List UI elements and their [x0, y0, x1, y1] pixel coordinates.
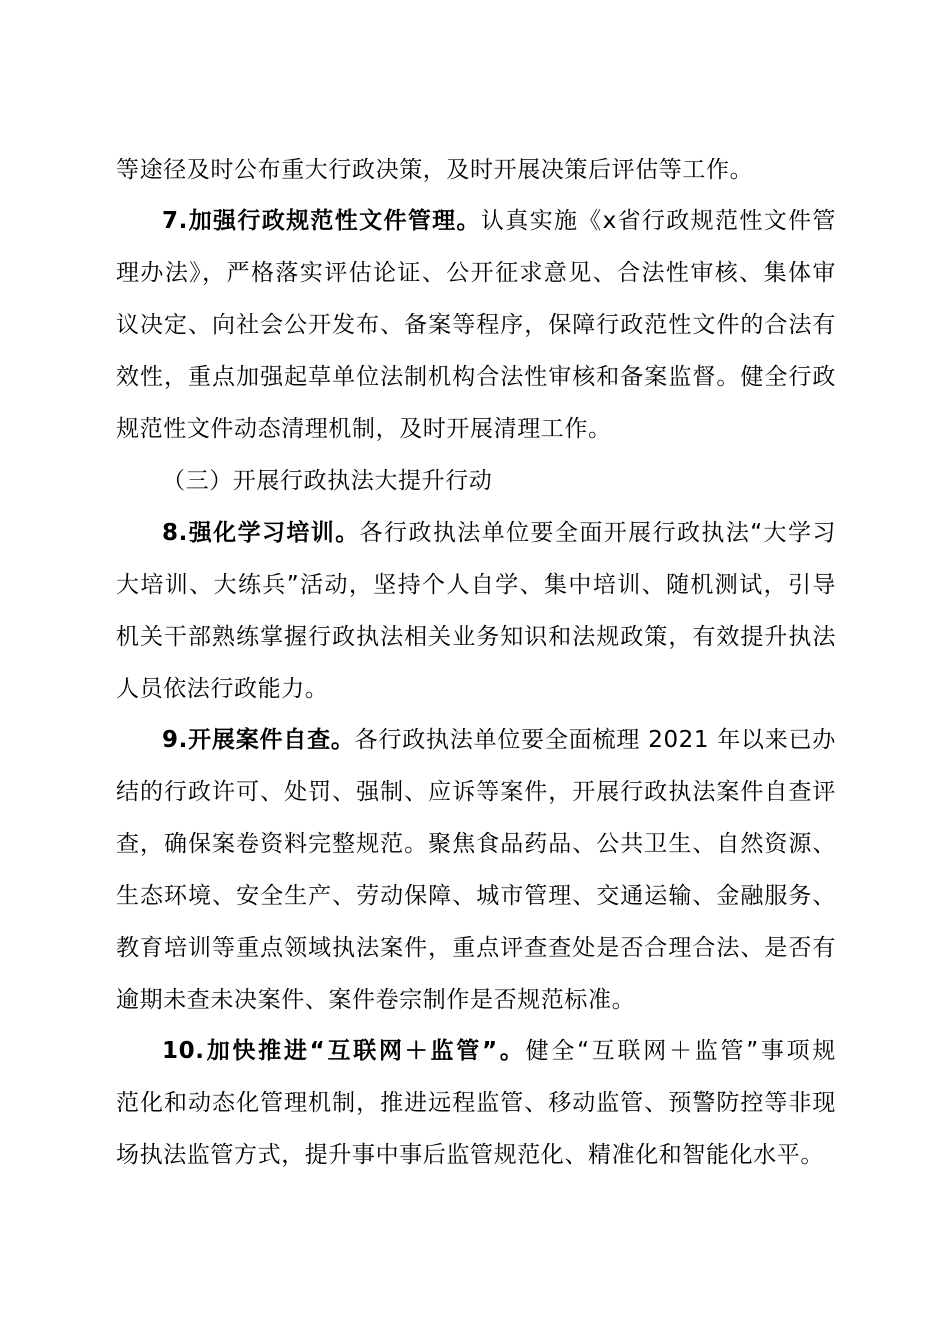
item-9-text: 各行政执法单位要全面梳理 2021 年以来已办	[354, 727, 836, 753]
paragraph-line: 范化和动态化管理机制，推进远程监管、移动监管、预警防控等非现	[116, 1090, 836, 1116]
section-heading: （三）开展行政执法大提升行动	[162, 468, 493, 494]
item-10-title: 10.加快推进“互联网＋监管”。	[162, 1038, 526, 1064]
item-10-text: 健全“互联网＋监管”事项规	[525, 1038, 837, 1064]
item-9-title: 9.开展案件自查。	[162, 727, 355, 753]
paragraph-line: 查，确保案卷资料完整规范。聚焦食品药品、公共卫生、自然资源、	[116, 831, 836, 857]
paragraph-line: 生态环境、安全生产、劳动保障、城市管理、交通运输、金融服务、	[116, 883, 836, 909]
item-9-first-line	[162, 725, 836, 755]
paragraph-line: 理办法》，严格落实评估论证、公开征求意见、合法性审核、集体审	[116, 260, 836, 286]
paragraph-line: 场执法监管方式，提升事中事后监管规范化、精准化和智能化水平。	[116, 1142, 824, 1168]
paragraph-line: 效性，重点加强起草单位法制机构合法性审核和备案监督。健全行政	[116, 364, 836, 390]
item-7-title: 7.加强行政规范性文件管理。	[162, 208, 481, 234]
paragraph-line: 等途径及时公布重大行政决策，及时开展决策后评估等工作。	[116, 157, 754, 183]
paragraph-line: 大培训、大练兵”活动，坚持个人自学、集中培训、随机测试，引导	[116, 572, 836, 598]
paragraph-line: 结的行政许可、处罚、强制、应诉等案件，开展行政执法案件自查评	[116, 779, 836, 805]
paragraph-line: 机关干部熟练掌握行政执法相关业务知识和法规政策，有效提升执法	[116, 624, 836, 650]
item-8-title: 8.强化学习培训。	[162, 520, 360, 546]
paragraph-line: 逾期未查未决案件、案件卷宗制作是否规范标准。	[116, 987, 636, 1013]
paragraph-line: 教育培训等重点领域执法案件，重点评查查处是否合理合法、是否有	[116, 935, 836, 961]
paragraph-line: 议决定、向社会公开发布、备案等程序，保障行政范性文件的合法有	[116, 312, 836, 338]
paragraph-line: 规范性文件动态清理机制，及时开展清理工作。	[116, 416, 612, 442]
item-7-text: 认真实施《x省行政规范性文件管	[480, 208, 836, 234]
item-8-text: 各行政执法单位要全面开展行政执法“大学习	[359, 520, 836, 546]
item-10-first-line	[162, 1036, 836, 1066]
item-8-first-line	[162, 518, 836, 548]
item-7-first-line	[162, 206, 836, 236]
paragraph-line: 人员依法行政能力。	[116, 676, 329, 702]
